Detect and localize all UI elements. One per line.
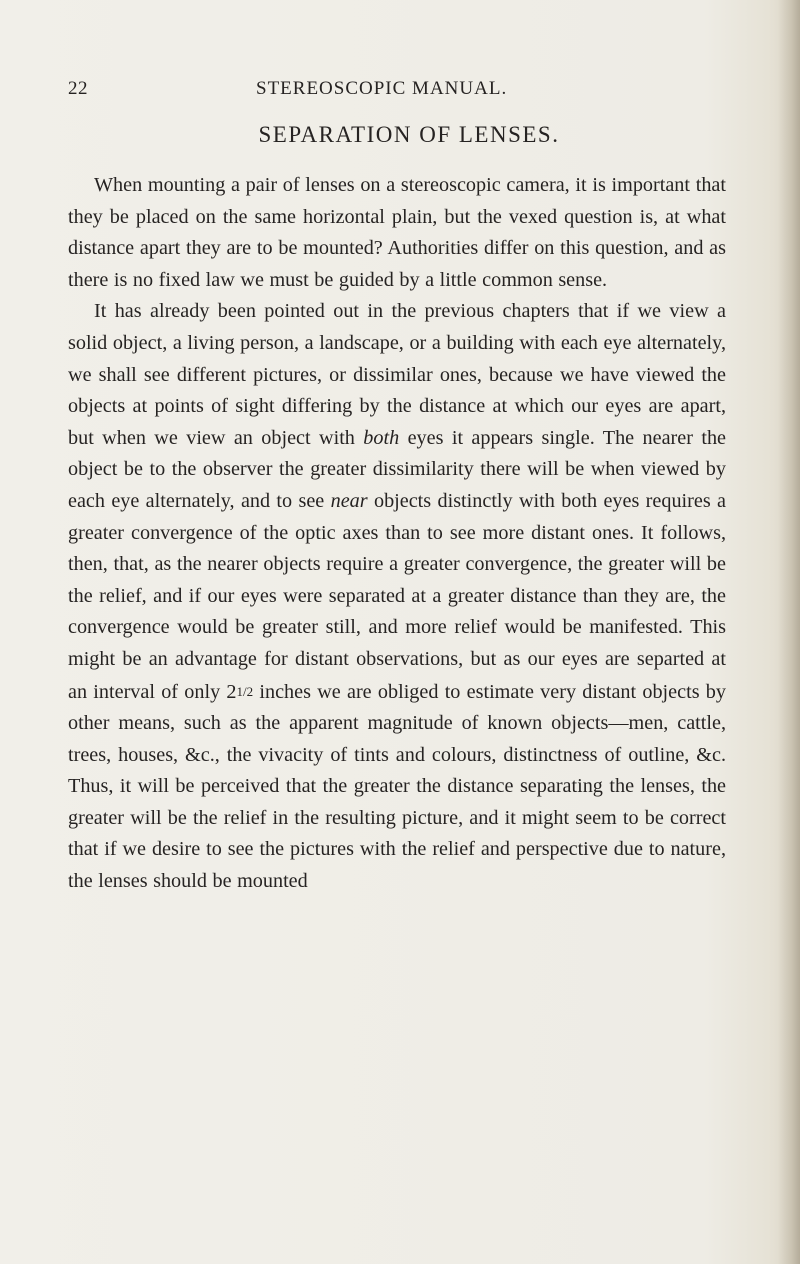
text-run: objects distinctly with both eyes requires a greater convergence of the optic axes than to see more distant ones. It follows, then, that, as the nearer objects require a greater convergence, the greater will be the relief, and if our eyes were separated at a greater distance than they are, the convergence would be greater still, and more relief would be manifested. This might be an advantage for distant observations, but as our eyes are separted at an interval of only 2 <box>68 489 726 703</box>
running-head <box>68 78 708 106</box>
fraction-text: 1/2 <box>236 683 254 699</box>
emphasis-text: near <box>330 489 368 512</box>
emphasis-text: both <box>363 426 400 449</box>
running-title: STEREOSCOPIC MANUAL. <box>256 78 508 99</box>
text-run: inches we are obliged to estimate very distant objects by other means, such as the apparent magnitude of known objects—men, cattle, trees, houses, &c., the vivacity of tints and colours, distinctness of outline, &c. Thus, it will be perceived that the greater the distance separating the lenses, the greater will be the relief in the resulting picture, and it might seem to be correct that if we desire to see the pictures with the relief and perspective due to nature, the lenses should be mounted <box>68 680 726 893</box>
section-heading: SEPARATION OF LENSES. <box>258 122 560 147</box>
body-text <box>68 170 726 898</box>
text-run: eyes it appears single. The nearer the object be to the observer the greater dissimilarity there will be when viewed by each eye alternately, and to see <box>68 426 727 512</box>
page-edge-shadow <box>778 0 800 1264</box>
paragraph <box>68 170 726 296</box>
text-run: When mounting a pair of lenses on a stereoscopic camera, it is important that they be placed on the same horizontal plain, but the vexed question is, at what distance apart they are to be mounted? Authorities differ on this question, and as there is no fixed law we must be guided by a little common sense. <box>68 174 726 291</box>
paragraph <box>68 296 726 897</box>
page-number: 22 <box>68 78 88 99</box>
text-run: It has already been pointed out in the previous chapters that if we view a solid object, a living person, a landscape, or a building with each eye alternately, we shall see different pictures, or dissimilar ones, because we have viewed the objects at points of sight differing by the distance at which our eyes are apart, but when we view an object with <box>68 300 726 449</box>
